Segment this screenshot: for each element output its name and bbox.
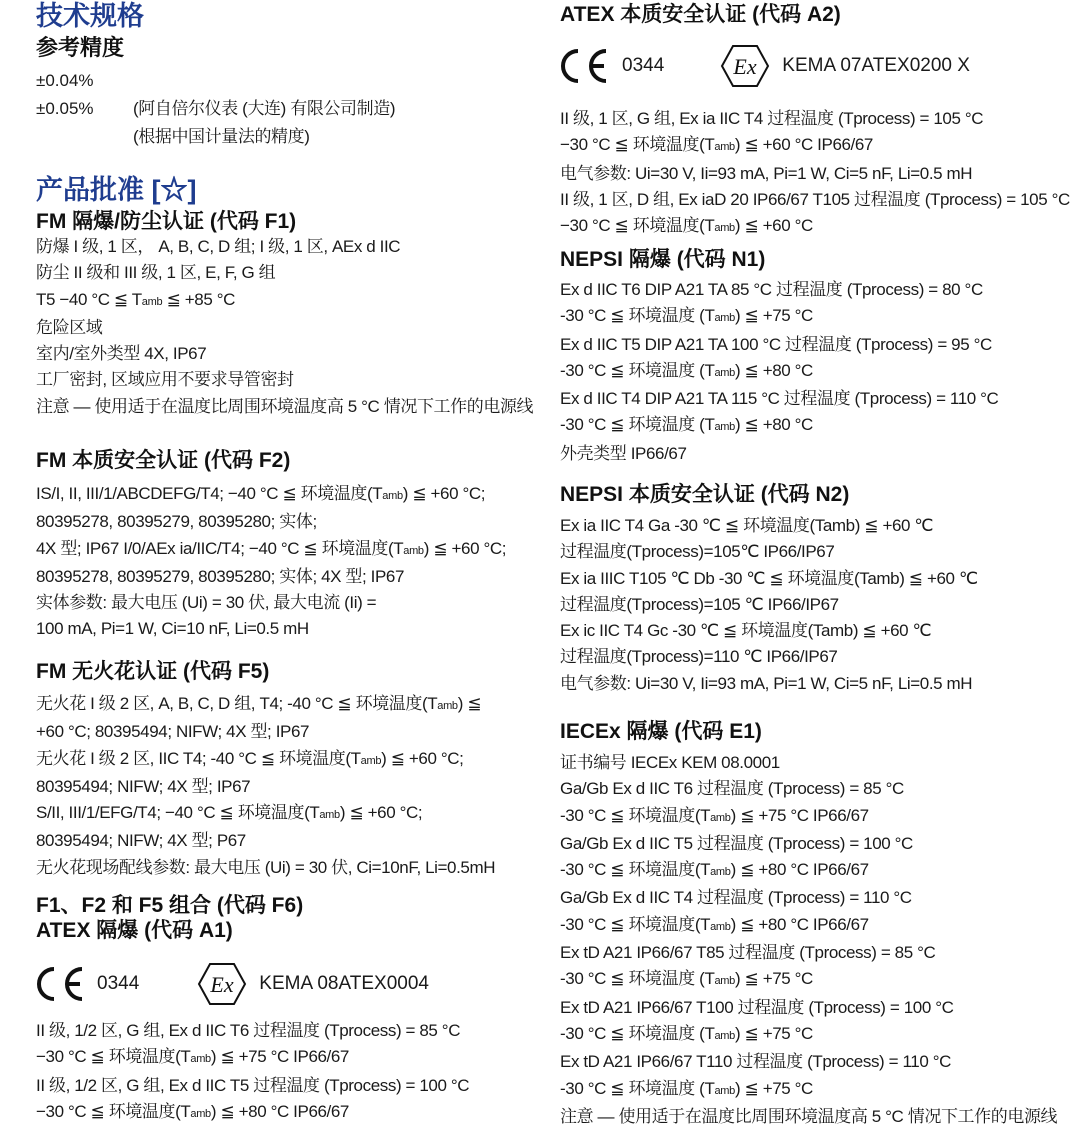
ce-mark-icon [560, 47, 610, 85]
section-n2 [560, 482, 978, 697]
spec-line: -30 °C ≦ 环境温度(Tamb) ≦ +75 °C IP66/67 [560, 805, 869, 825]
spec-line: 实体参数: 最大电压 (Ui) = 30 伏, 最大电流 (Ii) = [36, 593, 377, 613]
spec-line: 过程温度(Tprocess)=105 ℃ IP66/IP67 [560, 594, 839, 614]
spec-line: 80395278, 80395279, 80395280; 实体; [36, 512, 317, 532]
a1-cert-row [36, 962, 429, 1006]
spec-line: 工厂密封, 区域应用不要求导管密封 [36, 370, 294, 390]
spec-line: 注意 — 使用适于在温度比周围环境温度高 5 °C 情况下工作的电源线 [36, 396, 534, 416]
section-heading: FM 本质安全认证 (代码 F2) [36, 449, 291, 472]
svg-text:Ex: Ex [210, 972, 234, 997]
spec-line: Ga/Gb Ex d IIC T4 过程温度 (Tprocess) = 110 °C [560, 888, 912, 908]
spec-line: −30 °C ≦ 环境温度(Tamb) ≦ +80 °C IP66/67 [36, 1101, 349, 1121]
section-heading: FM 无火花认证 (代码 F5) [36, 660, 270, 683]
page-title: 技术规格 [36, 1, 144, 31]
section-heading: FM 隔爆/防尘认证 (代码 F1) [36, 210, 297, 233]
spec-line: II 级, 1 区, G 组, Ex ia IIC T4 过程温度 (Tprocess) = 105 °C [560, 109, 984, 128]
line-list [560, 106, 1070, 241]
spec-line: II 级, 1 区, D 组, Ex iaD 20 IP66/67 T105 过程温度 (Tprocess) = 105 °C [560, 189, 1070, 209]
spec-line: Ga/Gb Ex d IIC T6 过程温度 (Tprocess) = 85 °C [560, 779, 904, 799]
section-f1 [36, 209, 533, 420]
accuracy-value: ±0.05% [36, 99, 94, 118]
a2-cert-row [560, 44, 970, 88]
spec-line: 过程温度(Tprocess)=105℃ IP66/IP67 [560, 542, 835, 562]
spec-line: 注意 — 使用适于在温度比周围环境温度高 5 °C 情况下工作的电源线 [560, 1106, 1058, 1126]
spec-line: 无火花现场配线参数: 最大电压 (Ui) = 30 伏, Ci=10nF, Li=0.5mH [36, 857, 496, 877]
line-list [36, 234, 533, 420]
spec-line: Ex d IIC T6 DIP A21 TA 85 °C 过程温度 (Tprocess) = 80 °C [560, 280, 983, 299]
spec-line: -30 °C ≦ 环境温度 (Tamb) ≦ +75 °C [560, 1078, 813, 1098]
spec-line: 过程温度(Tprocess)=110 ℃ IP66/IP67 [560, 647, 838, 667]
spec-line: IS/I, II, III/1/ABCDEFG/T4; −40 °C ≦ 环境温度(Tamb) ≦ +60 °C; [36, 484, 486, 503]
spec-line: S/II, III/1/EFG/T4; −40 °C ≦ 环境温度(Tamb) ≦ +60 °C; [36, 803, 423, 823]
spec-line: 电气参数: Ui=30 V, Ii=93 mA, Pi=1 W, Ci=5 nF, Li=0.5 mH [560, 673, 973, 693]
spec-line: Ga/Gb Ex d IIC T5 过程温度 (Tprocess) = 100 °C [560, 833, 913, 853]
spec-line: -30 °C ≦ 环境温度(Tamb) ≦ +80 °C IP66/67 [560, 860, 869, 880]
spec-line: 室内/室外类型 4X, IP67 [36, 344, 207, 364]
spec-line: -30 °C ≦ 环境温度 (Tamb) ≦ +80 °C [560, 415, 813, 435]
accuracy-value: ±0.04% [36, 71, 94, 90]
line-list [560, 277, 998, 467]
spec-line: 危险区域 [36, 317, 103, 337]
spec-line: 防尘 II 级和 III 级, 1 区, E, F, G 组 [36, 263, 276, 283]
section-f2 [36, 448, 506, 643]
spec-line: −30 °C ≦ 环境温度(Tamb) ≦ +60 °C IP66/67 [560, 135, 873, 155]
spec-line: II 级, 1/2 区, G 组, Ex d IIC T5 过程温度 (Tprocess) = 100 °C [36, 1075, 470, 1095]
spec-line: 电气参数: Ui=30 V, Ii=93 mA, Pi=1 W, Ci=5 nF, Li=0.5 mH [560, 163, 973, 183]
spec-line: Ex d IIC T5 DIP A21 TA 100 °C 过程温度 (Tprocess) = 95 °C [560, 334, 992, 354]
spec-line: -30 °C ≦ 环境温度 (Tamb) ≦ +75 °C [560, 306, 813, 326]
spec-line: −30 °C ≦ 环境温度(Tamb) ≦ +75 °C IP66/67 [36, 1047, 349, 1067]
spec-line: 80395494; NIFW; 4X 型; P67 [36, 831, 246, 851]
section-heading: NEPSI 本质安全认证 (代码 N2) [560, 483, 850, 506]
spec-line: 防爆 I 级, 1 区， A, B, C, D 组; I 级, 1 区, AEx d IIC [36, 237, 401, 256]
spec-line: Ex d IIC T4 DIP A21 TA 115 °C 过程温度 (Tprocess) = 110 °C [560, 389, 999, 409]
section-a2-heading: ATEX 本质安全认证 (代码 A2) [560, 3, 841, 26]
section-heading: IECEx 隔爆 (代码 E1) [560, 720, 762, 743]
section-f6-heading: F1、F2 和 F5 组合 (代码 F6) [36, 894, 304, 917]
spec-line: 证书编号 IECEx KEM 08.0001 [560, 753, 780, 772]
ce-number: 0344 [97, 973, 140, 994]
spec-line: 80395278, 80395279, 80395280; 实体; 4X 型; IP67 [36, 566, 405, 586]
spec-line: Ex ia IIC T4 Ga -30 ℃ ≦ 环境温度(Tamb) ≦ +60 ℃ [560, 516, 934, 535]
spec-line: -30 °C ≦ 环境温度 (Tamb) ≦ +75 °C [560, 969, 813, 989]
accuracy-note: (阿自倍尔仪表 (大连) 有限公司制造) [133, 99, 396, 118]
spec-line: 无火花 I 级 2 区, A, B, C, D 组, T4; -40 °C ≦ 环境温度(Tamb) ≦ [36, 694, 482, 713]
spec-line: Ex ia IIIC T105 ℃ Db -30 ℃ ≦ 环境温度(Tamb) ≦ +60 ℃ [560, 568, 978, 588]
section-f5 [36, 659, 495, 881]
spec-line: 80395494; NIFW; 4X 型; IP67 [36, 776, 251, 796]
line-list [560, 513, 978, 697]
spec-line: Ex ic IIC T4 Gc -30 ℃ ≦ 环境温度(Tamb) ≦ +60 ℃ [560, 621, 932, 641]
cert-number: KEMA 08ATEX0004 [259, 973, 429, 994]
spec-line: Ex tD A21 IP66/67 T85 过程温度 (Tprocess) = 85 °C [560, 943, 936, 963]
ex-hexagon-icon [720, 44, 770, 88]
spec-line: Ex tD A21 IP66/67 T100 过程温度 (Tprocess) = 100 °C [560, 997, 954, 1017]
accuracy-note: (根据中国计量法的精度) [133, 127, 310, 146]
spec-line: Ex tD A21 IP66/67 T110 过程温度 (Tprocess) = 110 °C [560, 1052, 951, 1072]
ex-hexagon-icon [197, 962, 247, 1006]
spec-line: T5 −40 °C ≦ Tamb ≦ +85 °C [36, 289, 235, 309]
ce-mark-icon [36, 965, 86, 1003]
spec-line: +60 °C; 80395494; NIFW; 4X 型; IP67 [36, 722, 310, 742]
spec-line: 100 mA, Pi=1 W, Ci=10 nF, Li=0.5 mH [36, 619, 309, 639]
ce-number: 0344 [622, 55, 665, 76]
spec-line: 外壳类型 IP66/67 [560, 443, 687, 463]
line-list [36, 1018, 469, 1127]
section-a2-lines [560, 106, 1070, 241]
spec-line: -30 °C ≦ 环境温度 (Tamb) ≦ +75 °C [560, 1023, 813, 1043]
section-heading: NEPSI 隔爆 (代码 N1) [560, 248, 766, 271]
svg-text:Ex: Ex [733, 54, 757, 79]
section-e1 [560, 719, 1057, 1130]
section-n1 [560, 247, 998, 467]
spec-line: -30 °C ≦ 环境温度(Tamb) ≦ +80 °C IP66/67 [560, 914, 869, 934]
spec-line: −30 °C ≦ 环境温度(Tamb) ≦ +60 °C [560, 216, 813, 236]
spec-line: -30 °C ≦ 环境温度 (Tamb) ≦ +80 °C [560, 360, 813, 380]
spec-line: II 级, 1/2 区, G 组, Ex d IIC T6 过程温度 (Tprocess) = 85 °C [36, 1021, 461, 1040]
spec-line: 4X 型; IP67 I/0/AEx ia/IIC/T4; −40 °C ≦ 环境温度(Tamb) ≦ +60 °C; [36, 538, 507, 558]
line-list [36, 481, 506, 643]
spec-line: 无火花 I 级 2 区, IIC T4; -40 °C ≦ 环境温度(Tamb) ≦ +60 °C; [36, 748, 464, 768]
accuracy-heading: 参考精度 [36, 35, 125, 60]
line-list [560, 750, 1057, 1130]
section-a1-lines [36, 1018, 469, 1127]
line-list [36, 691, 495, 881]
approvals-title: 产品批准 [☆] [36, 175, 197, 205]
cert-number: KEMA 07ATEX0200 X [782, 55, 970, 76]
section-a1-heading: ATEX 隔爆 (代码 A1) [36, 919, 233, 942]
